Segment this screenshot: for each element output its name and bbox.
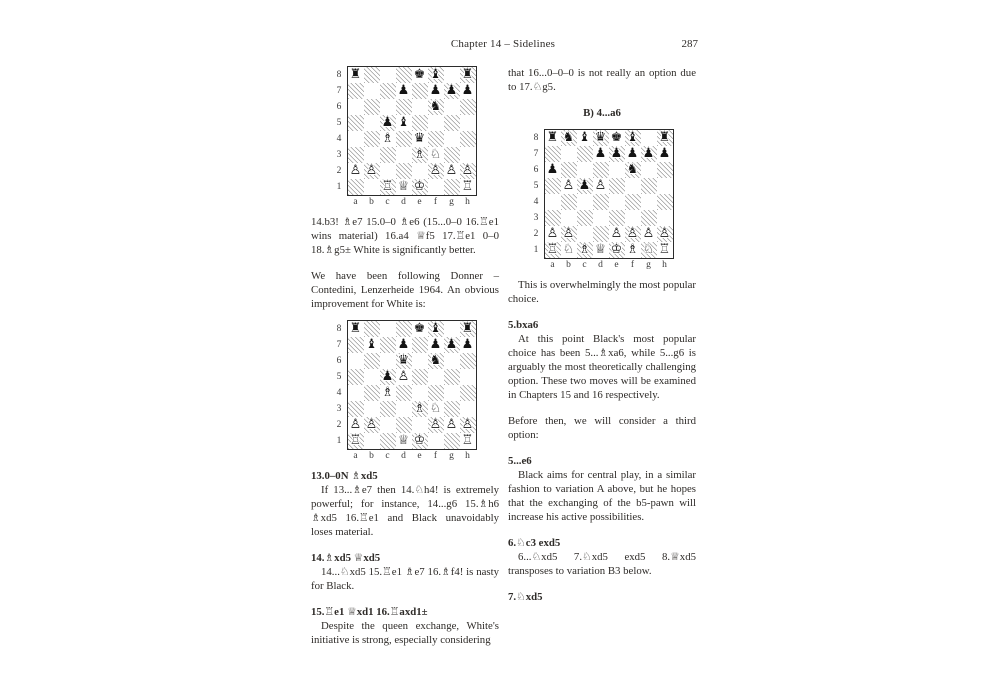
board-square bbox=[460, 147, 476, 163]
board-square: ♟ bbox=[577, 178, 593, 194]
board-square bbox=[444, 115, 460, 131]
board-square bbox=[380, 321, 396, 337]
board-square: ♝ bbox=[578, 130, 591, 145]
board-square: ♙ bbox=[610, 226, 623, 241]
board-square: ♚ bbox=[610, 130, 623, 145]
board-square bbox=[396, 417, 412, 433]
file-label: e bbox=[614, 260, 619, 270]
board-square bbox=[444, 369, 460, 385]
paragraph-after-5e6: Black aims for central play, in a similar fashion to variation A above, but he hopes that the exchanging of the b5-pawn will increase his active possibilities. bbox=[508, 469, 696, 523]
board-square bbox=[625, 210, 641, 226]
board-square: ♙ bbox=[349, 417, 362, 432]
board-square bbox=[412, 417, 428, 433]
board-square bbox=[348, 401, 364, 417]
board-square: ♔ bbox=[412, 179, 428, 195]
board-square: ♟ bbox=[429, 337, 442, 352]
board-square: ♙ bbox=[364, 417, 380, 433]
move-heading-5bxa6: 5.bxa6 bbox=[508, 319, 539, 331]
board-square bbox=[444, 401, 460, 417]
rank-label: 5 bbox=[533, 181, 539, 191]
paragraph-14b3-line: 14.b3! ♗e7 15.0–0 ♗e6 (15...0–0 16.♖e1 wins material) 16.a4 ♕f5 17.♖e1 0–0 18.♗g5± White is significantly better. bbox=[311, 216, 499, 256]
board-square: ♕ bbox=[594, 242, 607, 257]
board-square: ♙ bbox=[428, 417, 444, 433]
board-square bbox=[364, 115, 380, 131]
board-square bbox=[444, 353, 460, 369]
move-heading-14: 14.♗xd5 ♕xd5 bbox=[311, 552, 381, 564]
board-square: ♝ bbox=[365, 337, 378, 352]
board-square bbox=[577, 226, 593, 242]
board-square bbox=[428, 385, 444, 401]
variation-heading-b: B) 4...a6 bbox=[583, 107, 621, 119]
board-square bbox=[380, 433, 396, 449]
board-square bbox=[593, 162, 609, 178]
board-square bbox=[561, 210, 577, 226]
board-square bbox=[641, 130, 657, 146]
board-square bbox=[364, 353, 380, 369]
board-square bbox=[364, 401, 380, 417]
board-square bbox=[428, 369, 444, 385]
board-square: ♔ bbox=[609, 242, 625, 258]
rank-label: 3 bbox=[533, 213, 539, 223]
paragraph-most-popular: This is overwhelmingly the most popular choice. bbox=[508, 279, 696, 305]
rank-label: 5 bbox=[336, 372, 342, 382]
board-square bbox=[444, 67, 460, 83]
rank-label: 7 bbox=[533, 149, 539, 159]
board-square bbox=[460, 99, 476, 115]
rank-label: 2 bbox=[336, 420, 342, 430]
board-square bbox=[348, 131, 364, 147]
paragraph-after-5bxa6: At this point Black's most popular choice has been 5...♗xa6, while 5...g6 is arguably the most theoretically challenging option. These two moves will be examined in Chapters 15 and 16 respectively. bbox=[508, 333, 696, 401]
board-square bbox=[396, 147, 412, 163]
board-square bbox=[348, 337, 364, 353]
board-square: ♙ bbox=[594, 178, 607, 193]
board-square bbox=[396, 99, 412, 115]
board-square: ♙ bbox=[445, 163, 458, 178]
board-square: ♛ bbox=[396, 353, 412, 369]
board-square: ♙ bbox=[625, 226, 641, 242]
move-heading-7nxd5: 7.♘xd5 bbox=[508, 591, 543, 603]
file-label: f bbox=[433, 197, 438, 207]
board-square: ♟ bbox=[626, 146, 639, 161]
chess-board bbox=[347, 320, 477, 450]
board-square bbox=[561, 146, 577, 162]
board-square bbox=[545, 146, 561, 162]
diagram-corner bbox=[334, 450, 347, 463]
file-label: g bbox=[449, 451, 454, 461]
paragraph-third-option: Before then, we will consider a third option: bbox=[508, 415, 696, 441]
board-square: ♜ bbox=[349, 321, 362, 336]
board-square: ♙ bbox=[397, 369, 410, 384]
rank-label: 5 bbox=[336, 118, 342, 128]
diagram-corner bbox=[334, 196, 347, 209]
board-square bbox=[428, 179, 444, 195]
board-square: ♘ bbox=[429, 401, 442, 416]
board-square: ♖ bbox=[545, 242, 561, 258]
file-label: c bbox=[385, 197, 390, 207]
board-square bbox=[657, 162, 673, 178]
board-square bbox=[545, 194, 561, 210]
board-square: ♞ bbox=[625, 162, 641, 178]
board-square: ♝ bbox=[397, 115, 410, 130]
board-square bbox=[396, 163, 412, 179]
chess-diagram-2 bbox=[311, 320, 499, 463]
board-square: ♟ bbox=[594, 146, 607, 161]
board-square bbox=[364, 179, 380, 195]
file-label: h bbox=[662, 260, 667, 270]
move-heading-15: 15.♖e1 ♕xd1 16.♖axd1± bbox=[311, 606, 428, 618]
board-square bbox=[380, 147, 396, 163]
board-square bbox=[380, 417, 396, 433]
board-square bbox=[577, 194, 593, 210]
board-square bbox=[364, 147, 380, 163]
board-square bbox=[380, 401, 396, 417]
move-heading-5e6: 5...e6 bbox=[508, 455, 532, 467]
board-square: ♞ bbox=[428, 353, 444, 369]
board-square bbox=[625, 178, 641, 194]
board-square: ♜ bbox=[349, 67, 362, 82]
board-square bbox=[348, 147, 364, 163]
board-square bbox=[609, 210, 625, 226]
rank-label: 4 bbox=[533, 197, 539, 207]
file-label: b bbox=[369, 451, 374, 461]
board-square bbox=[348, 99, 364, 115]
chess-board bbox=[544, 129, 674, 259]
board-square: ♜ bbox=[460, 67, 476, 83]
chapter-title: Chapter 14 – Sidelines bbox=[450, 38, 556, 50]
paragraph-castling-note: that 16...0–0–0 is not really an option due to 17.♘g5. bbox=[508, 67, 696, 93]
board-square: ♔ bbox=[412, 433, 428, 449]
board-square bbox=[561, 162, 577, 178]
board-square: ♗ bbox=[577, 242, 593, 258]
right-column bbox=[508, 66, 696, 604]
board-square bbox=[460, 115, 476, 131]
board-square bbox=[396, 385, 412, 401]
board-square: ♝ bbox=[428, 67, 444, 83]
board-square: ♙ bbox=[349, 163, 362, 178]
board-square bbox=[460, 385, 476, 401]
board-square bbox=[412, 99, 428, 115]
board-square bbox=[412, 369, 428, 385]
file-label: c bbox=[582, 260, 587, 270]
board-square bbox=[460, 353, 476, 369]
file-label: d bbox=[401, 197, 406, 207]
board-square: ♖ bbox=[461, 433, 474, 448]
board-square bbox=[609, 178, 625, 194]
page-number: 287 bbox=[681, 38, 698, 50]
left-column bbox=[311, 66, 499, 647]
board-square: ♗ bbox=[412, 147, 428, 163]
file-label: b bbox=[566, 260, 571, 270]
rank-label: 4 bbox=[336, 388, 342, 398]
board-square: ♟ bbox=[397, 83, 410, 98]
board-square: ♙ bbox=[546, 226, 559, 241]
file-label: a bbox=[550, 260, 555, 270]
file-label: g bbox=[449, 197, 454, 207]
page-header bbox=[308, 37, 698, 51]
board-square bbox=[625, 194, 641, 210]
rank-label: 6 bbox=[533, 165, 539, 175]
board-square bbox=[444, 99, 460, 115]
board-square bbox=[396, 401, 412, 417]
board-square bbox=[412, 163, 428, 179]
rank-label: 6 bbox=[336, 102, 342, 112]
board-square: ♙ bbox=[460, 163, 476, 179]
board-square: ♟ bbox=[658, 146, 671, 161]
file-label: d bbox=[598, 260, 603, 270]
rank-label: 7 bbox=[336, 86, 342, 96]
rank-label: 3 bbox=[336, 404, 342, 414]
board-square: ♙ bbox=[364, 163, 380, 179]
board-square: ♟ bbox=[546, 162, 559, 177]
board-square bbox=[380, 163, 396, 179]
diagram-corner bbox=[531, 259, 544, 272]
board-square bbox=[593, 226, 609, 242]
rank-label: 8 bbox=[533, 133, 539, 143]
board-square: ♚ bbox=[413, 321, 426, 336]
board-square bbox=[428, 433, 444, 449]
board-square bbox=[428, 131, 444, 147]
board-square bbox=[364, 131, 380, 147]
board-square bbox=[380, 353, 396, 369]
board-square: ♙ bbox=[642, 226, 655, 241]
diagram-grid bbox=[334, 320, 477, 463]
board-square bbox=[657, 194, 673, 210]
board-square bbox=[364, 83, 380, 99]
board-square bbox=[412, 385, 428, 401]
board-square: ♖ bbox=[348, 433, 364, 449]
file-label: a bbox=[353, 197, 358, 207]
chess-diagram-3 bbox=[508, 129, 696, 272]
board-square: ♟ bbox=[397, 337, 410, 352]
board-square bbox=[364, 99, 380, 115]
file-label: g bbox=[646, 260, 651, 270]
file-label: b bbox=[369, 197, 374, 207]
rank-label: 3 bbox=[336, 150, 342, 160]
board-square: ♙ bbox=[657, 226, 673, 242]
board-square bbox=[444, 321, 460, 337]
file-label: h bbox=[465, 451, 470, 461]
rank-labels bbox=[334, 320, 347, 450]
board-square bbox=[380, 67, 396, 83]
board-square: ♟ bbox=[444, 337, 460, 353]
paragraph-after-15: Despite the queen exchange, White's initiative is strong, especially considering bbox=[311, 620, 499, 646]
board-square: ♕ bbox=[397, 179, 410, 194]
paragraph-donner-contedini: We have been following Donner – Contedini, Lenzerheide 1964. An obvious improvement for White is: bbox=[311, 270, 499, 310]
board-square bbox=[561, 194, 577, 210]
board-square: ♘ bbox=[429, 147, 442, 162]
board-square: ♟ bbox=[609, 146, 625, 162]
board-square bbox=[412, 83, 428, 99]
board-square bbox=[577, 210, 593, 226]
file-labels bbox=[347, 196, 477, 209]
board-square: ♜ bbox=[657, 130, 673, 146]
board-square bbox=[348, 179, 364, 195]
file-label: f bbox=[433, 451, 438, 461]
board-square: ♟ bbox=[641, 146, 657, 162]
board-square: ♟ bbox=[461, 337, 474, 352]
board-square bbox=[364, 321, 380, 337]
file-label: h bbox=[465, 197, 470, 207]
chess-diagram-1 bbox=[311, 66, 499, 209]
file-label: e bbox=[417, 197, 422, 207]
board-square bbox=[348, 385, 364, 401]
board-square: ♖ bbox=[461, 179, 474, 194]
board-square bbox=[364, 67, 380, 83]
rank-label: 1 bbox=[336, 182, 342, 192]
board-square bbox=[444, 385, 460, 401]
board-square bbox=[657, 210, 673, 226]
board-square bbox=[641, 162, 657, 178]
board-square: ♙ bbox=[561, 226, 577, 242]
board-square bbox=[348, 353, 364, 369]
rank-labels bbox=[334, 66, 347, 196]
rank-label: 1 bbox=[533, 245, 539, 255]
paragraph-after-14: 14...♘xd5 15.♖e1 ♗e7 16.♗f4! is nasty for Black. bbox=[311, 566, 499, 592]
board-square bbox=[460, 131, 476, 147]
board-square bbox=[380, 99, 396, 115]
board-square bbox=[396, 321, 412, 337]
board-square: ♗ bbox=[626, 242, 639, 257]
board-square bbox=[428, 115, 444, 131]
chess-board bbox=[347, 66, 477, 196]
board-square: ♟ bbox=[380, 115, 396, 131]
board-square bbox=[641, 178, 657, 194]
file-label: c bbox=[385, 451, 390, 461]
board-square bbox=[364, 369, 380, 385]
board-square bbox=[641, 194, 657, 210]
rank-label: 4 bbox=[336, 134, 342, 144]
board-square bbox=[641, 210, 657, 226]
board-square bbox=[460, 401, 476, 417]
file-label: d bbox=[401, 451, 406, 461]
paragraph-after-13: If 13...♗e7 then 14.♘h4! is extremely powerful; for instance, 14...g6 15.♗h6 ♗xd5 16.♖e1 and Black unavoidably loses material. bbox=[311, 484, 499, 538]
rank-label: 7 bbox=[336, 340, 342, 350]
board-square bbox=[545, 210, 561, 226]
board-square bbox=[364, 385, 380, 401]
board-square: ♙ bbox=[445, 417, 458, 432]
board-square bbox=[593, 194, 609, 210]
diagram-grid bbox=[334, 66, 477, 209]
board-square: ♖ bbox=[658, 242, 671, 257]
move-heading-6nc3: 6.♘c3 exd5 bbox=[508, 537, 561, 549]
board-square bbox=[396, 67, 412, 83]
board-square: ♝ bbox=[428, 321, 444, 337]
board-square: ♖ bbox=[380, 179, 396, 195]
board-square bbox=[396, 131, 412, 147]
board-square: ♚ bbox=[413, 67, 426, 82]
board-square: ♙ bbox=[428, 163, 444, 179]
rank-label: 8 bbox=[336, 70, 342, 80]
board-square bbox=[412, 337, 428, 353]
diagram-grid bbox=[531, 129, 674, 272]
board-square: ♟ bbox=[461, 83, 474, 98]
board-square bbox=[444, 433, 460, 449]
paragraph-after-6nc3: 6...♘xd5 7.♘xd5 exd5 8.♕xd5 transposes to variation B3 below. bbox=[508, 551, 696, 577]
rank-label: 8 bbox=[336, 324, 342, 334]
board-square: ♙ bbox=[562, 178, 575, 193]
board-square: ♞ bbox=[428, 99, 444, 115]
board-square bbox=[444, 179, 460, 195]
rank-label: 2 bbox=[533, 229, 539, 239]
board-square: ♜ bbox=[460, 321, 476, 337]
board-square bbox=[444, 147, 460, 163]
board-square bbox=[364, 433, 380, 449]
board-square: ♝ bbox=[625, 130, 641, 146]
board-square: ♟ bbox=[429, 83, 442, 98]
board-square bbox=[412, 115, 428, 131]
board-square bbox=[348, 83, 364, 99]
board-square: ♟ bbox=[444, 83, 460, 99]
board-square bbox=[348, 115, 364, 131]
board-square bbox=[380, 337, 396, 353]
board-square: ♗ bbox=[412, 401, 428, 417]
board-square bbox=[444, 131, 460, 147]
board-square bbox=[380, 83, 396, 99]
board-square: ♕ bbox=[397, 433, 410, 448]
file-label: a bbox=[353, 451, 358, 461]
rank-label: 1 bbox=[336, 436, 342, 446]
board-square bbox=[577, 146, 593, 162]
move-heading-13: 13.0–0N ♗xd5 bbox=[311, 470, 378, 482]
board-square bbox=[460, 369, 476, 385]
board-square: ♛ bbox=[413, 131, 426, 146]
file-labels bbox=[347, 450, 477, 463]
board-square bbox=[609, 194, 625, 210]
board-square: ♟ bbox=[380, 369, 396, 385]
file-label: e bbox=[417, 451, 422, 461]
board-square: ♞ bbox=[561, 130, 577, 146]
file-label: f bbox=[630, 260, 635, 270]
board-square bbox=[412, 353, 428, 369]
board-square: ♛ bbox=[593, 130, 609, 146]
board-square: ♙ bbox=[460, 417, 476, 433]
board-square: ♗ bbox=[381, 385, 394, 400]
rank-label: 2 bbox=[336, 166, 342, 176]
rank-labels bbox=[531, 129, 544, 259]
board-square bbox=[609, 162, 625, 178]
file-labels bbox=[544, 259, 674, 272]
board-square: ♘ bbox=[562, 242, 575, 257]
board-square: ♗ bbox=[381, 131, 394, 146]
board-square bbox=[657, 178, 673, 194]
rank-label: 6 bbox=[336, 356, 342, 366]
board-square: ♜ bbox=[546, 130, 559, 145]
board-square: ♘ bbox=[641, 242, 657, 258]
board-square bbox=[348, 369, 364, 385]
board-square bbox=[593, 210, 609, 226]
board-square bbox=[577, 162, 593, 178]
board-square bbox=[545, 178, 561, 194]
